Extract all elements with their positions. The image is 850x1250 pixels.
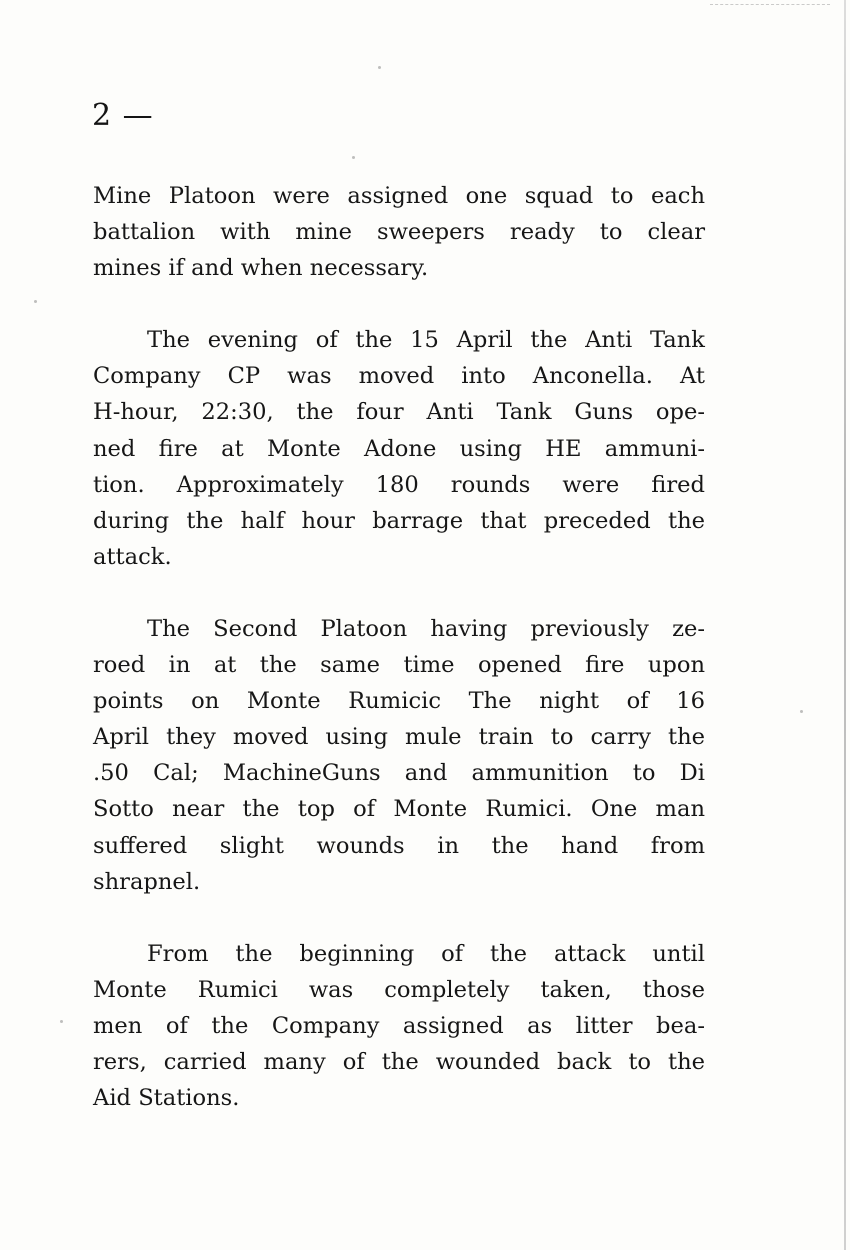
text-line: rers, carried many of the wounded back to the	[93, 1048, 705, 1075]
paragraph-4	[93, 936, 705, 1116]
text-line: shrapnel.	[93, 868, 201, 895]
scan-speck	[34, 300, 37, 303]
text-line: The Second Platoon having previously ze-	[147, 615, 705, 642]
scan-speck	[800, 710, 803, 713]
paragraph-2	[93, 322, 705, 575]
scan-speck	[378, 66, 381, 69]
scan-edge-right	[844, 0, 846, 1250]
body-text	[93, 178, 705, 1116]
page-number: 2 —	[92, 98, 154, 133]
text-line: during the half hour barrage that preceded the	[93, 507, 705, 534]
text-line: Company CP was moved into Anconella. At	[93, 363, 705, 390]
text-line: mines if and when necessary.	[93, 255, 429, 282]
scan-speck	[352, 156, 355, 159]
text-line: Mine Platoon were assigned one squad to each	[93, 183, 705, 209]
paragraph-1	[93, 178, 705, 286]
text-line: attack.	[93, 543, 172, 570]
text-line: battalion with mine sweepers ready to clear	[93, 219, 705, 246]
text-line: Monte Rumici was completely taken, those	[93, 976, 705, 1003]
text-line: The evening of the 15 April the Anti Tank	[147, 327, 705, 354]
text-line: .50 Cal; MachineGuns and ammunition to Di	[93, 760, 705, 787]
text-line: Sotto near the top of Monte Rumici. One man	[93, 796, 705, 823]
text-line: roed in at the same time opened fire upon	[93, 652, 705, 679]
text-line: suffered slight wounds in the hand from	[93, 832, 705, 859]
text-line: Aid Stations.	[93, 1085, 240, 1112]
scan-edge-top	[710, 4, 830, 6]
paragraph-3	[93, 611, 705, 900]
text-line: tion. Approximately 180 rounds were fired	[93, 471, 705, 498]
text-line: men of the Company assigned as litter bea-	[93, 1012, 705, 1039]
text-line: points on Monte Rumicic The night of 16	[93, 688, 705, 715]
text-line: From the beginning of the attack until	[147, 940, 705, 967]
text-line: ned fire at Monte Adone using HE ammuni-	[93, 435, 705, 462]
scan-speck	[60, 1020, 63, 1023]
text-line: H-hour, 22:30, the four Anti Tank Guns ope-	[93, 399, 705, 426]
text-line: April they moved using mule train to carry the	[93, 724, 705, 751]
